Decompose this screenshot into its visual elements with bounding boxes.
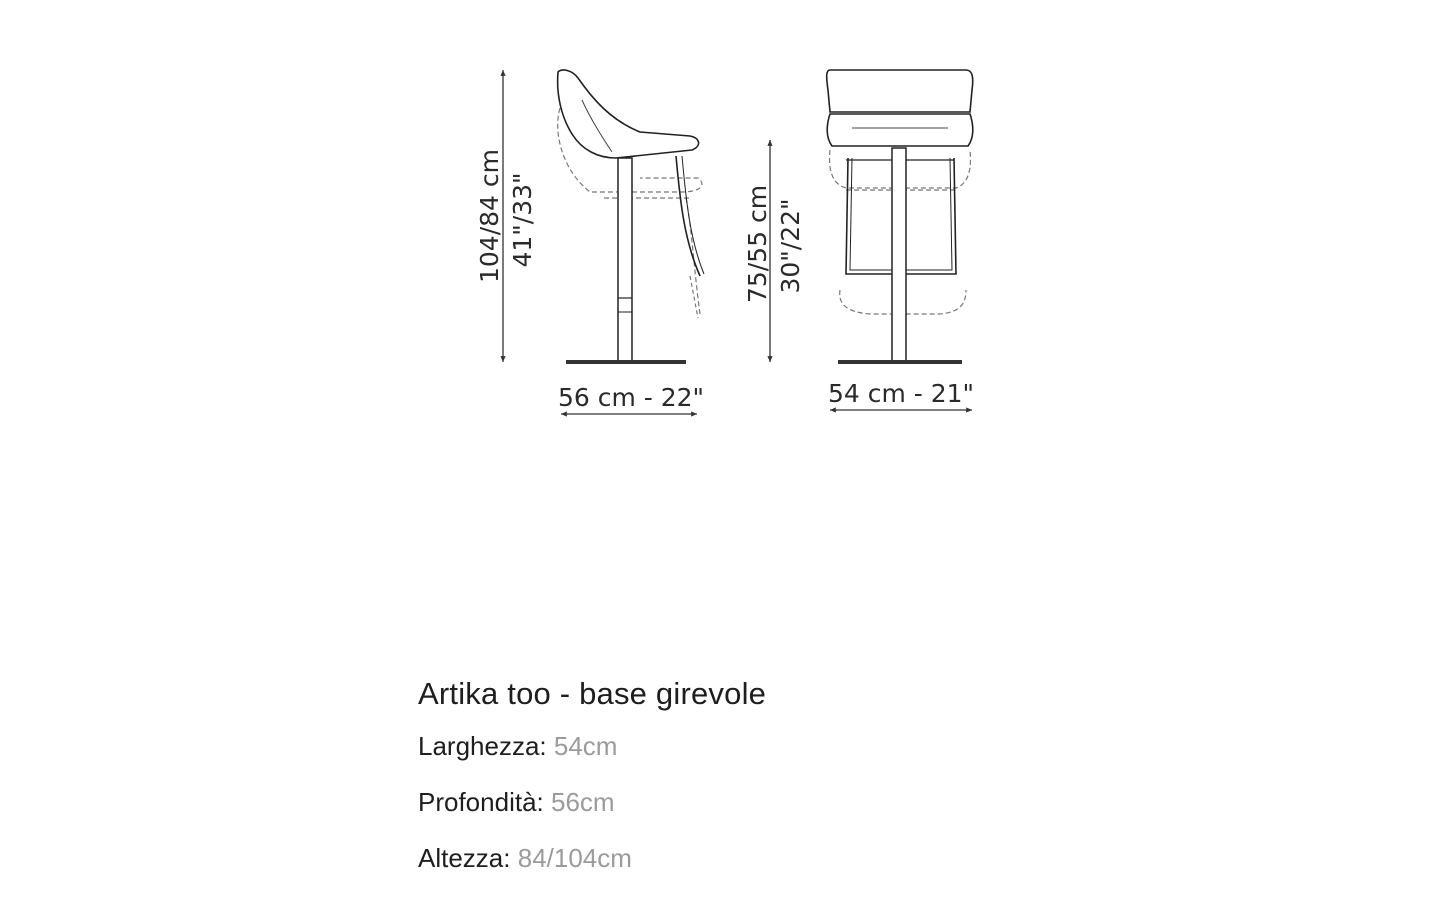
spec-label: Altezza: [418, 843, 511, 873]
spec-label: Profondità: [418, 787, 544, 817]
front-base [838, 360, 962, 364]
spec-label: Larghezza: [418, 731, 547, 761]
spec-row-depth [418, 784, 1118, 820]
front-backrest [827, 70, 973, 112]
spec-value: 56cm [550, 787, 615, 817]
spec-value: 54cm [553, 731, 618, 761]
front-view-stool [743, 70, 974, 410]
product-specs [418, 672, 1118, 896]
front-height-metric-label: 75/55 cm [743, 184, 772, 304]
front-width-label: 54 cm - 21" [827, 379, 975, 408]
side-base [566, 360, 686, 364]
front-seat [827, 114, 973, 146]
side-height-metric-label: 104/84 cm [475, 149, 504, 283]
spec-value: 84/104cm [517, 843, 632, 873]
side-footrest [676, 156, 700, 276]
spec-row-width [418, 728, 1118, 764]
side-seat-shell [558, 70, 699, 158]
side-width-label: 56 cm - 22" [557, 383, 705, 412]
spec-row-height [418, 840, 1118, 876]
product-title: Artika too - base girevole [418, 676, 767, 711]
side-column [618, 158, 632, 362]
front-height-imperial-label: 30"/22" [776, 198, 805, 294]
side-view-stool [475, 70, 704, 414]
side-height-imperial-label: 41"/33" [508, 172, 537, 268]
front-column [892, 148, 906, 362]
